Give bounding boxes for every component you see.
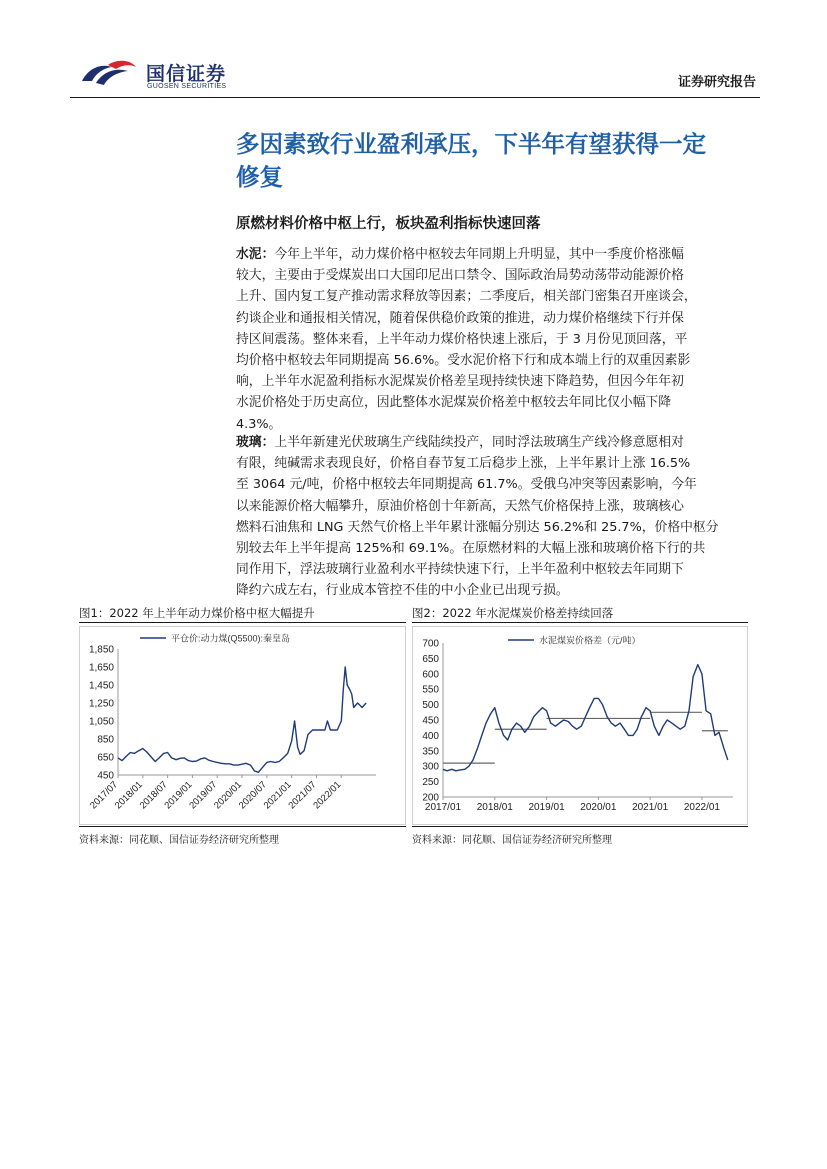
x-tick-label: 2021/07 [286, 779, 319, 812]
section-title-line2: 修复 [236, 163, 283, 191]
chart2-svg [413, 627, 747, 824]
y-tick-label: 200 [422, 792, 439, 804]
cement-line-5: 均价格中枢较去年同期提高 56.6%。受水泥价格下行和成本端上行的双重因素影 [236, 353, 691, 369]
x-tick-label: 2017/07 [88, 779, 121, 812]
cement-line-6: 响，上半年水泥盈利指标水泥煤炭价格差呈现持续快速下降趋势，但因今年年初 [236, 374, 684, 390]
series-line [443, 665, 728, 771]
cement-line-3: 约谈企业和通报相关情况，随着保供稳价政策的推进，动力煤价格继续下行并保 [236, 310, 684, 326]
x-tick-label: 2018/07 [137, 779, 170, 812]
x-tick-label: 2019/01 [162, 779, 195, 812]
y-tick-label: 1,850 [88, 644, 114, 656]
chart1-svg [80, 627, 405, 824]
figure2-bottom-rule [412, 826, 748, 827]
y-tick-label: 1,250 [88, 698, 114, 710]
section-title [236, 128, 766, 194]
y-tick-label: 300 [422, 761, 439, 773]
x-tick-label: 2017/01 [424, 802, 462, 813]
y-tick-label: 850 [97, 734, 114, 746]
figure2-caption: 图2：2022 年水泥煤炭价格差持续回落 [412, 606, 614, 620]
y-tick-label: 700 [422, 638, 439, 650]
y-tick-label: 1,650 [88, 662, 114, 674]
glass-line-1: 有限，纯碱需求表现良好，价格自春节复工后稳步上涨，上半年累计上涨 16.5% [236, 456, 691, 472]
page-header [70, 55, 760, 95]
x-tick-label: 2020/01 [212, 779, 245, 812]
x-tick-label: 2018/01 [112, 779, 145, 812]
header-rule [70, 97, 760, 98]
cement-line-2: 上升、国内复工复产推动需求释放等因素；二季度后，相关部门密集召开座谈会， [236, 289, 697, 305]
y-tick-label: 350 [422, 746, 439, 758]
glass-line-2: 至 3064 元/吨，价格中枢较去年同期提高 61.7%。受俄乌冲突等因素影响，今年 [236, 477, 697, 493]
section-title-line1: 多因素致行业盈利承压，下半年有望获得一定 [236, 130, 706, 158]
x-tick-label: 2021/01 [632, 802, 669, 813]
legend-label: 平仓价:动力煤(Q5500):秦皇岛 [171, 633, 291, 644]
x-tick-label: 2019/07 [187, 779, 220, 812]
cement-line-8: 4.3%。 [236, 416, 282, 432]
y-tick-label: 600 [422, 669, 439, 681]
y-tick-label: 1,050 [88, 716, 114, 728]
figure1-source: 资料来源：同花顺、国信证券经济研究所整理 [79, 835, 279, 846]
x-tick-label: 2020/07 [236, 779, 269, 812]
glass-line-6: 同作用下，浮法玻璃行业盈利水平持续快速下行，上半年盈利中枢较去年同期下 [236, 562, 684, 578]
cement-line-0: 水泥：今年上半年，动力煤价格中枢较去年同期上升明显，其中一季度价格涨幅 [236, 247, 684, 262]
cement-line-7: 水泥价格处于历史高位，因此整体水泥煤炭价格差中枢较去年同比仅小幅下降 [236, 395, 672, 411]
x-tick-label: 2022/01 [311, 779, 344, 812]
figure2-top-rule [412, 622, 748, 623]
figure1-top-rule [79, 622, 406, 623]
guosen-logo-icon [78, 59, 140, 91]
logo-cn: 国信证券 [146, 63, 227, 85]
y-tick-label: 650 [422, 653, 439, 665]
cement-line-4: 持区间震荡。整体来看，上半年动力煤价格快速上涨后，于 3 月份见顶回落，平 [236, 331, 688, 347]
legend-label: 水泥煤炭价格差（元/吨） [539, 635, 641, 646]
figure1-bottom-rule [79, 826, 406, 827]
figure1-chart [79, 626, 406, 825]
paragraph-glass [236, 432, 754, 602]
y-tick-label: 500 [422, 700, 439, 712]
glass-label: 玻璃： [236, 435, 275, 450]
cement-label: 水泥： [236, 247, 275, 262]
x-tick-label: 2020/01 [580, 802, 617, 813]
series-line [118, 667, 366, 772]
figure2-chart [412, 626, 748, 825]
glass-line-0: 玻璃：上半年新建光伏玻璃生产线陆续投产，同时浮法玻璃生产线冷修意愿相对 [236, 435, 684, 450]
x-tick-label: 2018/01 [476, 802, 513, 813]
glass-line-4: 燃料石油焦和 LNG 天然气价格上半年累计涨幅分别达 56.2%和 25.7%，价格中枢分 [236, 519, 719, 535]
y-tick-label: 450 [97, 770, 114, 782]
x-tick-label: 2019/01 [528, 802, 565, 813]
glass-line-7: 降约六成左右，行业成本管控不佳的中小企业已出现亏损。 [236, 583, 569, 599]
glass-line-3: 以来能源价格大幅攀升，原油价格创十年新高，天然气价格保持上涨，玻璃核心 [236, 498, 684, 514]
report-type: 证券研究报告 [677, 75, 756, 90]
y-tick-label: 550 [422, 684, 439, 696]
glass-line-5: 别较去年上半年提高 125%和 69.1%。在原燃材料的大幅上涨和玻璃价格下行的共 [236, 541, 706, 557]
y-tick-label: 1,450 [88, 680, 114, 692]
subheading: 原燃材料价格中枢上行，板块盈利指标快速回落 [236, 216, 541, 232]
x-tick-label: 2021/01 [261, 779, 294, 812]
figure1-caption: 图1：2022 年上半年动力煤价格中枢大幅提升 [79, 606, 315, 620]
y-tick-label: 400 [422, 730, 439, 742]
paragraph-cement [236, 244, 754, 435]
cement-line-1: 较大，主要由于受煤炭出口大国印尼出口禁令、国际政治局势动荡带动能源价格 [236, 268, 684, 284]
y-tick-label: 650 [97, 752, 114, 764]
y-tick-label: 450 [422, 715, 439, 727]
logo-en: GUOSEN SECURITIES [147, 83, 227, 90]
figure2-source: 资料来源：同花顺、国信证券经济研究所整理 [412, 835, 612, 846]
x-tick-label: 2022/01 [683, 802, 721, 813]
y-tick-label: 250 [422, 777, 439, 789]
